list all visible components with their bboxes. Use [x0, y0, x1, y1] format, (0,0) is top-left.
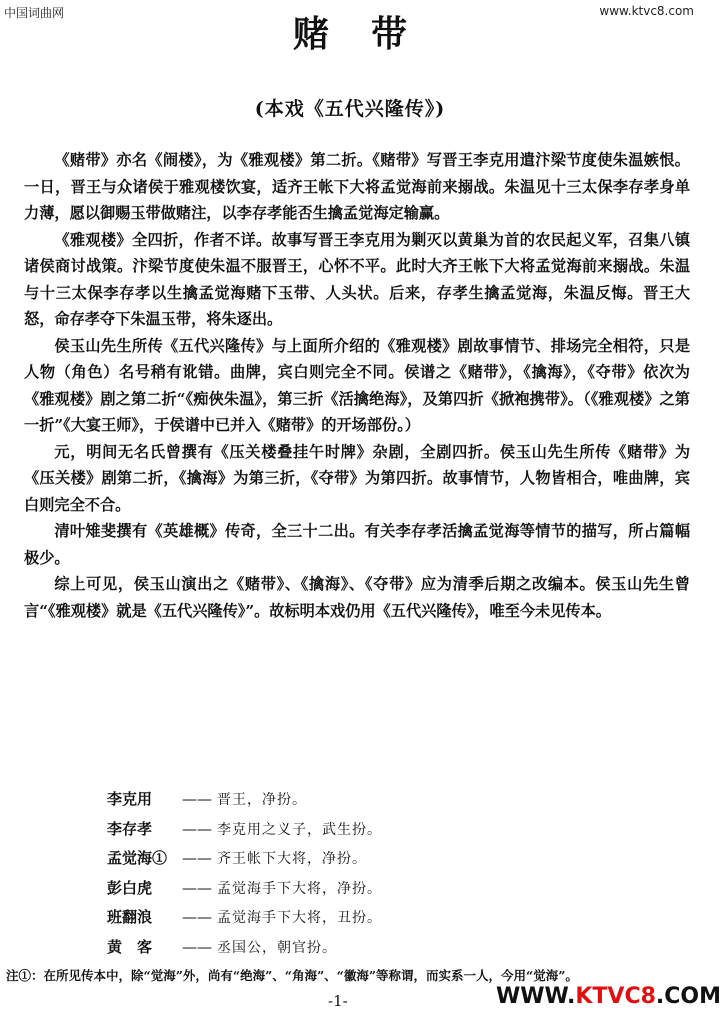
- cast-row: [107, 874, 527, 904]
- page-number: -1-: [328, 992, 348, 1010]
- cast-name: 班翻浪: [107, 908, 153, 927]
- cast-name: 李克用: [107, 790, 153, 808]
- watermark-top-right: www.ktvc8.com: [599, 4, 694, 18]
- cast-dash: ——: [182, 819, 212, 838]
- cast-name: 彭白虎: [107, 878, 153, 897]
- cast-description: 李克用之义子，武生扮。: [217, 821, 382, 838]
- body-text: [24, 147, 690, 624]
- cast-name: 孟觉海①: [107, 849, 168, 868]
- cast-list: [107, 785, 527, 963]
- cast-description: 孟觉海手下大将，丑扮。: [217, 910, 382, 927]
- page-subtitle: (本戏《五代兴隆传》): [254, 98, 446, 120]
- cast-dash: ——: [182, 849, 212, 868]
- paragraph: 元，明间无名氏曾撰有《压关楼叠挂午时牌》杂剧，全剧四折。侯玉山先生所传《赌带》为《压关楼》剧第二折，《擒海》为第三折，《夺带》为第四折。故事情节，人物皆相合，唯曲牌，宾白则完全不合。: [24, 442, 690, 514]
- watermark-top-left: 中国词曲网: [4, 6, 65, 20]
- watermark-bottom-right: [496, 984, 721, 1009]
- watermark-brand: KTVC8: [575, 984, 656, 1009]
- cast-description: 晋王，净扮。: [217, 792, 307, 808]
- paragraph: 《赌带》亦名《闹楼》，为《雅观楼》第二折。《赌带》写晋王李克用遣汴梁节度使朱温嫉恨。一日，晋王与众诸侯于雅观楼饮宴，适齐王帐下大将孟觉海前来搦战。朱温见十三太保李存孝身单力薄，愿以御赐玉带做赌注，以李存孝能否生擒孟觉海定输赢。: [24, 151, 690, 222]
- cast-description: 齐王帐下大将，净扮。: [217, 851, 367, 868]
- watermark-suffix: .COM: [655, 984, 721, 1009]
- cast-row: [107, 815, 527, 845]
- cast-name: 李存孝: [107, 819, 153, 838]
- cast-row: [107, 785, 527, 815]
- paragraph: 清叶雉斐撰有《英雄概》传奇，全三十二出。有关李存孝活擒孟觉海等情节的描写，所占篇幅极少。: [24, 522, 690, 567]
- cast-dash: ——: [182, 790, 212, 808]
- page-title: 赌带: [292, 14, 449, 55]
- cast-row: [107, 903, 527, 933]
- paragraph: 《雅观楼》全四折，作者不详。故事写晋王李克用为剿灭以黄巢为首的农民起义军，召集八镇诸侯商讨战策。汴梁节度使朱温不服晋王，心怀不平。此时大齐王帐下大将孟觉海前来搦战。朱温与十三太保李存孝以生擒孟觉海赌下玉带、人头状。后来，存孝生擒孟觉海，朱温反悔。晋王大怒，命存孝夺下朱温玉带，将朱逐出。: [24, 230, 690, 328]
- cast-description: 丞国公，朝官扮。: [217, 939, 337, 956]
- paragraph: 综上可见，侯玉山演出之《赌带》、《擒海》、《夺带》应为清季后期之改编本。侯玉山先生曾言“《雅观楼》就是《五代兴隆传》”。故标明本戏仍用《五代兴隆传》，唯至今未见传本。: [24, 575, 690, 620]
- cast-row: [107, 933, 527, 963]
- cast-name: 黄 客: [107, 937, 153, 956]
- cast-description: 孟觉海手下大将，净扮。: [217, 880, 382, 897]
- cast-row: [107, 844, 527, 874]
- cast-dash: ——: [182, 937, 212, 956]
- watermark-prefix: WWW.: [496, 984, 576, 1009]
- paragraph: 侯玉山先生所传《五代兴隆传》与上面所介绍的《雅观楼》剧故事情节、排场完全相符，只是人物（角色）名号稍有讹错。曲牌，宾白则完全不同。侯谱之《赌带》，《擒海》，《夺带》依次为《雅观楼》剧之第二折“《痴俠朱温》，第三折《活擒绝海》，及第四折《掀袍携带》。（《雅观楼》之第一折”《大宴王师》，于侯谱中已并入《赌带》的开场部份。）: [24, 336, 690, 434]
- cast-dash: ——: [182, 908, 212, 927]
- cast-dash: ——: [182, 878, 212, 897]
- footnote: 注①：在所见传本中，除“觉海”外，尚有“绝海”、“角海”、“徽海”等称谓，而实系一人，今用“觉海”。: [6, 968, 578, 983]
